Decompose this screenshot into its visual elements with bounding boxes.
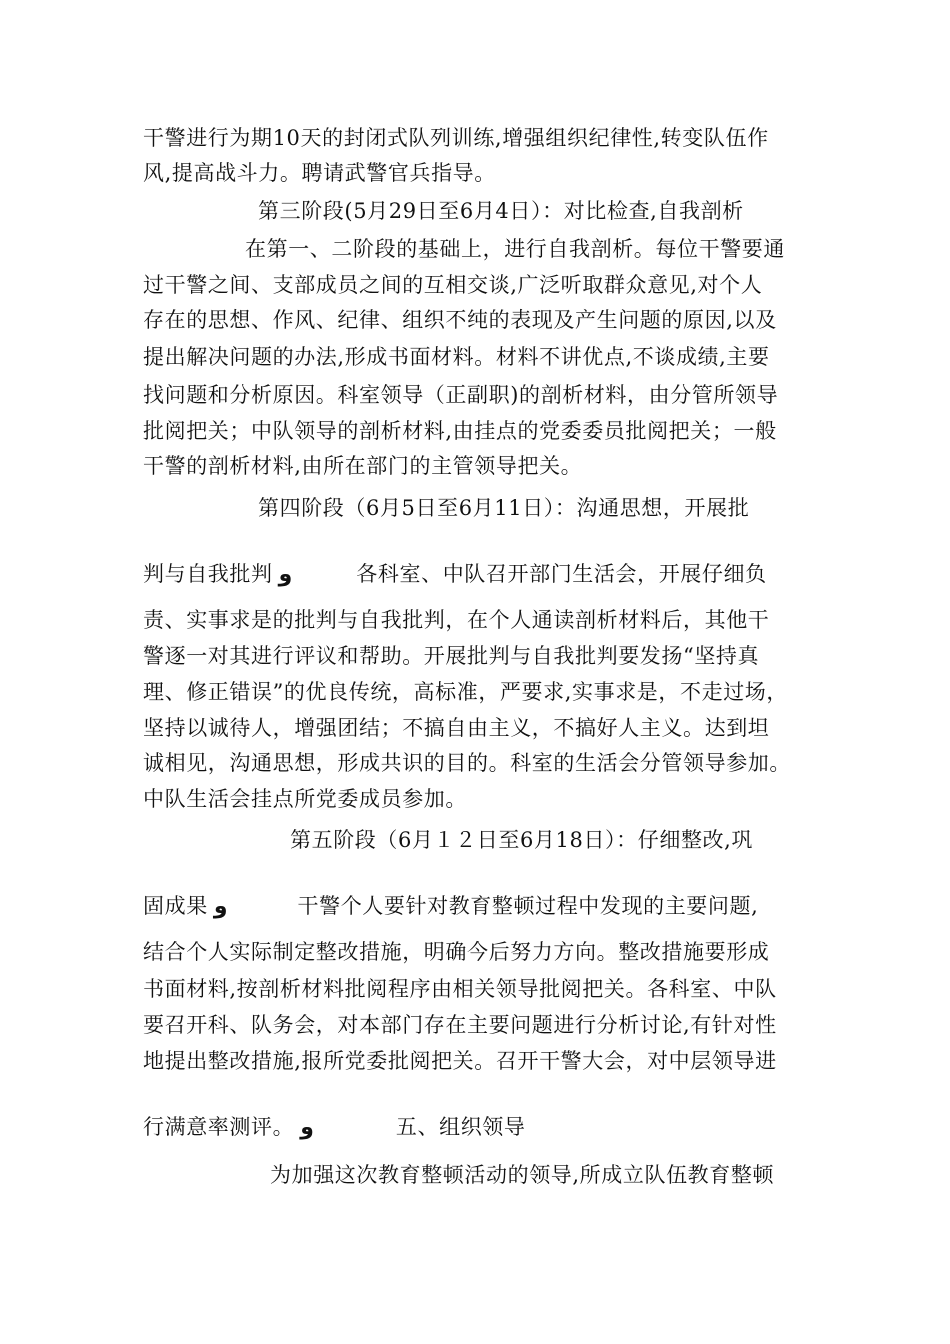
text-line: 为加强这次教育整顿活动的领导,所成立队伍教育整顿 [270, 1163, 775, 1187]
paragraph-end: 行满意率测评。 [143, 1115, 295, 1139]
heading-continuation: 判与自我批判 [143, 562, 273, 586]
text-line: 中队生活会挂点所党委成员参加。 [143, 787, 467, 811]
text-line: 警逐一对其进行评议和帮助。开展批判与自我批判要发扬“坚持真 [143, 644, 760, 668]
stray-glyph-mark: و [300, 1115, 314, 1140]
text-line: 诚相见，沟通思想，形成共识的目的。科室的生活会分管领导参加。 [143, 751, 791, 775]
text-line: 干警进行为期10天的封闭式队列训练,增强组织纪律性,转变队伍作 [143, 126, 769, 150]
text-line: 理、修正错误”的优良传统，高标准，严要求,实事求是，不走过场， [143, 680, 789, 704]
text-line: 结合个人实际制定整改措施，明确今后努力方向。整改措施要形成 [143, 940, 770, 964]
text-line [143, 1113, 808, 1142]
stray-glyph-mark: و [278, 562, 293, 587]
section-heading-organization: 五、组织领导 [395, 1115, 526, 1139]
stray-glyph-mark: و [213, 894, 228, 919]
heading-continuation: 固成果 [143, 894, 208, 918]
text-line: 存在的思想、作风、纪律、组织不纯的表现及产生问题的原因,以及 [143, 308, 777, 332]
text-line: 干警的剖析材料,由所在部门的主管领导把关。 [143, 454, 583, 478]
text-line: 风,提高战斗力。聘请武警官兵指导。 [143, 161, 496, 185]
text-line: 坚持以诚待人，增强团结；不搞自由主义，不搞好人主义。达到坦 [143, 716, 770, 740]
text-line: 书面材料,按剖析材料批阅程序由相关领导批阅把关。各科室、中队 [143, 977, 777, 1001]
text-line [143, 560, 808, 589]
paragraph-start: 各科室、中队召开部门生活会，开展仔细负 [356, 562, 767, 586]
text-line: 在第一、二阶段的基础上，进行自我剖析。每位干警要通 [245, 237, 785, 261]
text-line: 责、实事求是的批判与自我批判，在个人通读剖析材料后，其他干 [143, 608, 770, 632]
paragraph-start: 干警个人要针对教育整顿过程中发现的主要问题, [297, 894, 759, 918]
section-heading-stage-3: 第三阶段(5月29日至6月4日）：对比检查,自我剖析 [258, 199, 744, 223]
text-line: 地提出整改措施,报所党委批阅把关。召开干警大会，对中层领导进 [143, 1049, 777, 1073]
text-line: 提出解决问题的办法,形成书面材料。材料不讲优点,不谈成绩,主要 [143, 345, 770, 369]
text-line [143, 892, 808, 921]
section-heading-stage-5: 第五阶段（6月１２日至6月18日）：仔细整改,巩 [290, 828, 754, 852]
text-line: 批阅把关；中队领导的剖析材料,由挂点的党委委员批阅把关；一般 [143, 419, 777, 443]
text-line: 找问题和分析原因。科室领导（正副职)的剖析材料，由分管所领导 [143, 383, 779, 407]
section-heading-stage-4: 第四阶段（6月5日至6月11日）：沟通思想，开展批 [258, 496, 750, 520]
text-line: 要召开科、队务会，对本部门存在主要问题进行分析讨论,有针对性 [143, 1013, 777, 1037]
text-line: 过干警之间、支部成员之间的互相交谈,广泛听取群众意见,对个人 [143, 273, 763, 297]
